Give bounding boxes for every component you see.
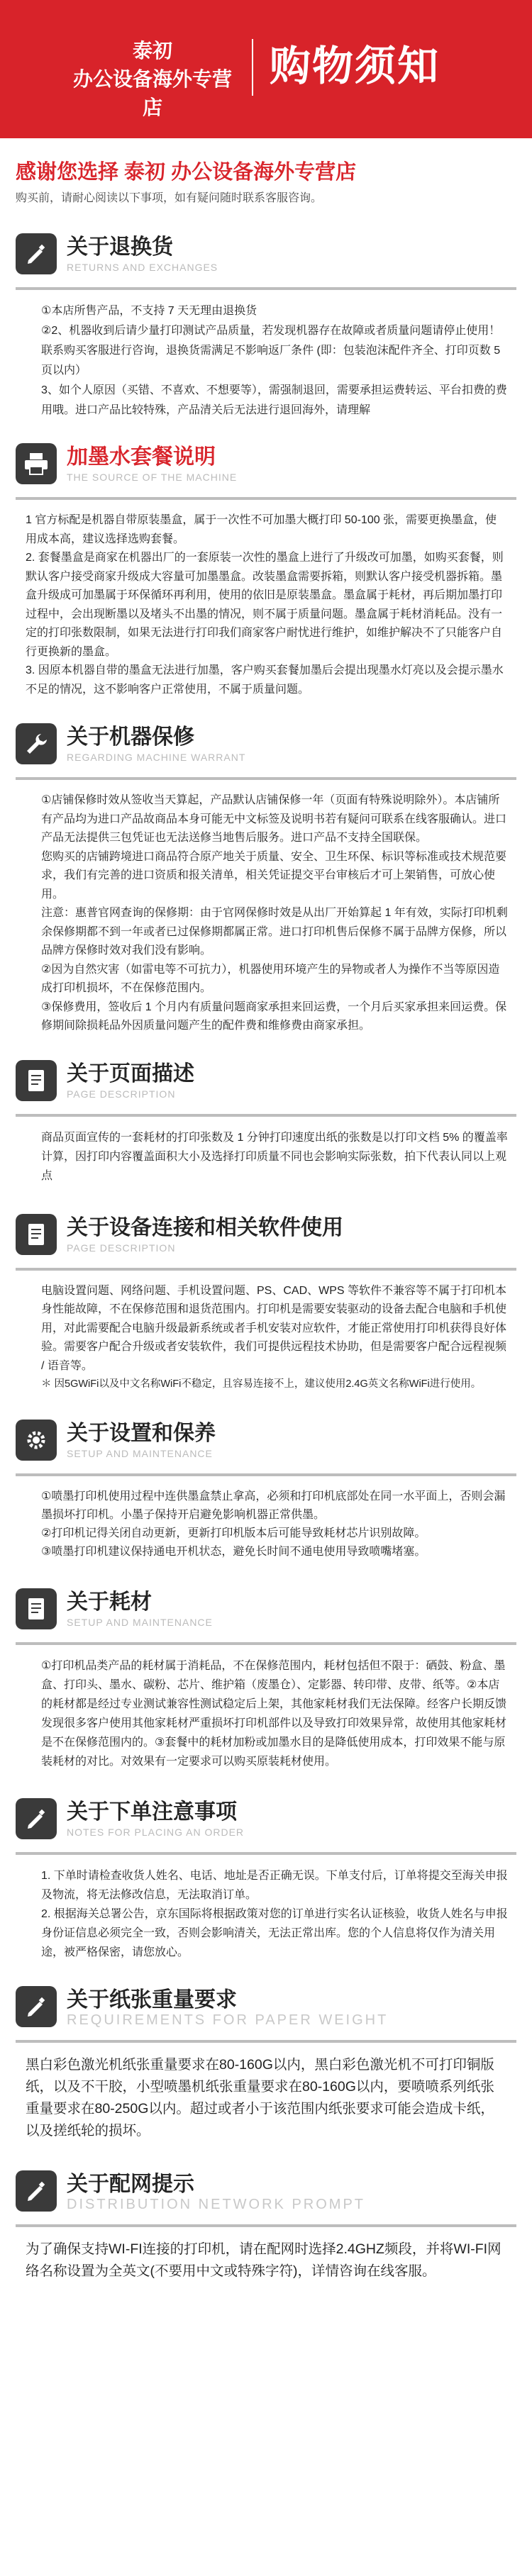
document-icon <box>16 1588 57 1629</box>
section-returns <box>0 222 532 420</box>
section-title: 关于设置和保养 <box>67 1422 216 1445</box>
paragraph: ③保修费用，签收后 1 个月内有质量问题商家承担来回运费，一个月后买家承担来回运费。保修期间除损耗品外因质量问题产生的配件费和维修费由商家承担。 <box>41 1000 507 1032</box>
thanks-title: 感谢您选择 泰初 办公设备海外专营店 <box>16 161 357 184</box>
header-banner <box>0 0 532 138</box>
printer-icon <box>16 443 57 484</box>
document-icon <box>16 1214 57 1255</box>
section-title: 关于纸张重量要求 <box>67 1988 237 2012</box>
gear-icon <box>16 1420 57 1461</box>
section-subtitle: SETUP AND MAINTENANCE <box>67 1617 213 1628</box>
section-header <box>16 1787 516 1851</box>
thanks-subtitle: 购买前，请耐心阅读以下事项，如有疑问随时联系客服咨询。 <box>16 192 323 204</box>
section-body <box>16 1645 516 1771</box>
section-header <box>16 1203 516 1266</box>
section-paper-weight <box>0 1975 532 2142</box>
section-order-notes <box>0 1787 532 1962</box>
store-name-line2: 办公设备海外专营店 <box>72 68 232 118</box>
section-title: 加墨水套餐说明 <box>67 445 216 469</box>
section-body <box>16 1476 516 1561</box>
section-body <box>16 2227 516 2282</box>
section-header <box>16 2159 516 2223</box>
section-header <box>16 432 516 496</box>
section-header <box>16 712 516 776</box>
section-body <box>16 290 516 420</box>
paragraph: 2. 根据海关总署公告，京东国际将根据政策对您的订单进行实名认证核验，收货人姓名与申报身份证信息必须完全一致，否则会影响清关，无法正常出库。您的个人信息将仅作为清关用途，被严格保密，请您放心。 <box>41 1908 508 1958</box>
paragraph: ①店铺保修时效从签收当天算起，产品默认店铺保修一年（页面有特殊说明除外）。本店铺所有产品均为进口产品故商品本身可能无中文标签及说明书若有疑问可联系在线客服确认。进口产品无法提供三包凭证也无法送修当地售后服务。进口产品不支持全国联保。 <box>41 794 507 844</box>
section-body <box>16 1271 516 1393</box>
section-subtitle: NOTES FOR PLACING AN ORDER <box>67 1827 245 1838</box>
paragraph: 注意：惠普官网查询的保修期：由于官网保修时效是从出厂开始算起 1 年有效，实际打印机剩余保修期都不到一年或者已过保修期都属正常。进口打印机售后保修不属于品牌方保修，所以品牌方保修时效对我们没有影响。 <box>41 907 508 957</box>
paragraph: 商品页面宣传的一套耗材的打印张数及 1 分钟打印速度出纸的张数是以打印文档 5% 的覆盖率计算，因打印内容覆盖面积大小及选择打印质量不同也会影响实际张数，拍下代表认同以上观点 <box>41 1131 508 1182</box>
section-header <box>16 1408 516 1472</box>
document-icon <box>16 1060 57 1101</box>
section-ink-package <box>0 432 532 699</box>
paragraph: 您购买的店铺跨境进口商品符合原产地关于质量、安全、卫生环保、标识等标准或技术规范要求，我们有完善的进口资质和报关清单，相关凭证提交平台审核后才可上架销售，可放心使用。 <box>41 850 507 901</box>
section-subtitle: THE SOURCE OF THE MACHINE <box>67 472 238 483</box>
section-network-prompt <box>0 2159 532 2282</box>
paragraph: 3、如个人原因（买错、不喜欢、不想要等），需强制退回，需要承担运费转运、平台扣费的费用哦。进口产品比较特殊，产品清关后无法进行退回海外，请理解 <box>41 384 507 416</box>
section-title: 关于耗材 <box>67 1590 152 1614</box>
section-subtitle: REGARDING MACHINE WARRANT <box>67 752 246 763</box>
section-title: 关于页面描述 <box>67 1061 194 1086</box>
section-body <box>16 1117 516 1186</box>
section-device-connection <box>0 1203 532 1393</box>
page-title: 购物须知 <box>270 43 440 89</box>
paragraph: 黑白彩色激光机纸张重量要求在80-160G以内，黑白彩色激光机不可打印铜版纸，以及不干胶，小型喷墨机纸张重量要求在80-160G以内，要喷喷系列纸张重量要求在80-250G以内。超过或者小于该范围内纸张要求可能会造成卡纸，以及搓纸轮的损坏。 <box>26 2057 494 2139</box>
section-subtitle: SETUP AND MAINTENANCE <box>67 1448 213 1459</box>
section-subtitle: PAGE DESCRIPTION <box>67 1242 176 1254</box>
paragraph: ①喷墨打印机使用过程中连供墨盒禁止拿高，必须和打印机底部处在同一水平面上，否则会漏墨损坏打印机。小墨子保持开启避免影响机器正常供墨。 <box>41 1490 506 1521</box>
section-title: 关于设备连接和相关软件使用 <box>67 1215 343 1239</box>
pen-icon <box>16 1986 57 2027</box>
paragraph: ①本店所售产品，不支持 7 天无理由退换货 <box>41 305 257 317</box>
section-subtitle: PAGE DESCRIPTION <box>67 1088 176 1100</box>
paragraph: 1 官方标配是机器自带原装墨盒，属于一次性不可加墨大概打印 50-100 张，需要更换墨盒，使用成本高，建议选择选购套餐。 <box>26 514 497 545</box>
paragraph: ②打印机记得关闭自动更新，更新打印机版本后可能导致耗材芯片识别故障。 <box>41 1527 426 1539</box>
section-title: 关于下单注意事项 <box>67 1800 237 1824</box>
paragraph: ②2、机器收到后请少量打印测试产品质量，若发现机器存在故障或者质量问题请停止使用！联系购买客服进行咨询，退换货需满足不影响返厂条件 (即：包装泡沫配件齐全、打印页数 5 页以内） <box>41 325 501 377</box>
paragraph: 为了确保支持WI-FI连接的打印机，请在配网时选择2.4GHZ频段，并将WI-FI网络名称设置为全英文(不要用中文或特殊字符)，详情咨询在线客服。 <box>26 2241 501 2279</box>
section-consumables <box>0 1577 532 1771</box>
section-header <box>16 1975 516 2039</box>
paragraph: ③喷墨打印机建议保持通电开机状态，避免长时间不通电使用导致喷嘴堵塞。 <box>41 1546 426 1558</box>
section-body <box>16 780 516 1036</box>
section-subtitle: RETURNS AND EXCHANGES <box>67 262 218 273</box>
paragraph: 2. 套餐墨盒是商家在机器出厂的一套原装一次性的墨盒上进行了升级改可加墨，如购买套餐，则默认客户接受商家升级成大容量可加墨墨盒。改装墨盒需要拆箱，则默认客户接受机器拆箱。墨盒升级成可加墨属于环保循环再利用，使用的依旧是原装墨盒。墨盒属于耗材，再后期加墨打印过程中，会出现断墨以及堵头不出墨的情况，则不属于质量问题。墨盒属于耗材消耗品。没有一定的打印张数限制，如果无法进行打印我们商家客户耐忧进行维护，如维护解决不了只能客户自行更换新的墨盒。 <box>26 552 504 658</box>
section-title: 关于配网提示 <box>67 2173 194 2196</box>
thanks-block <box>0 138 532 208</box>
paragraph: 1. 下单时请检查收货人姓名、电话、地址是否正确无误。下单支付后，订单将提交至海关申报及物流，将无法修改信息，无法取消订单。 <box>41 1870 508 1901</box>
section-body <box>16 1855 516 1962</box>
section-setup-maintenance <box>0 1408 532 1561</box>
wrench-icon <box>16 723 57 764</box>
pen-icon <box>16 233 57 274</box>
paragraph: ②因为自然灾害（如雷电等不可抗力），机器使用环境产生的异物或者人为操作不当等原因造成打印机损坏，不在保修范围内。 <box>41 963 500 994</box>
paragraph: ＊ 因5GWiFi以及中文名称WiFi不稳定，且容易连接不上，建议使用2.4G英文名称WiFi进行使用。 <box>41 1378 482 1390</box>
header-divider <box>252 39 253 96</box>
section-header <box>16 222 516 286</box>
section-subtitle: REQUIREMENTS FOR PAPER WEIGHT <box>67 2012 389 2028</box>
pen-icon <box>16 2170 57 2212</box>
section-body <box>16 500 516 699</box>
store-name <box>64 37 241 122</box>
section-header <box>16 1577 516 1641</box>
paragraph: 电脑设置问题、网络问题、手机设置问题、PS、CAD、WPS 等软件不兼容等不属于打印机本身性能故障，不在保修范围和退货范围内。打印机是需要安装驱动的设备去配合电脑和手机使用，对此需要配合电脑升级最新系统或者手机安装对应软件，才能正常使用打印机获得良好体验。需要客户配合升级或者安装软件，我们可提供远程技术协助，但是需要客户配合远程视频 / 语音等。 <box>41 1284 507 1372</box>
section-page-description <box>0 1049 532 1186</box>
section-title: 关于退换货 <box>67 235 173 259</box>
section-subtitle: DISTRIBUTION NETWORK PROMPT <box>67 2197 365 2212</box>
section-header <box>16 1049 516 1113</box>
store-name-line1: 泰初 <box>132 40 172 62</box>
section-title: 关于机器保修 <box>67 725 194 749</box>
pen-icon <box>16 1798 57 1839</box>
section-warranty <box>0 712 532 1036</box>
paragraph: 3. 因原本机器自带的墨盒无法进行加墨，客户购买套餐加墨后会提出现墨水灯亮以及会提示墨水不足的情况，这不影响客户正常使用，不属于质量问题。 <box>26 664 504 696</box>
section-body <box>16 2043 516 2142</box>
paragraph: ①打印机品类产品的耗材属于消耗品，不在保修范围内，耗材包括但不限于：硒鼓、粉盒、墨盒、打印头、墨水、碳粉、芯片、维护箱（废墨仓）、定影器、转印带、皮带、纸等。②本店的耗材都是经过专业测试兼容性测试稳定后上架，其他家耗材我们无法保障。经客户长期反馈发现很多客户使用其他家耗材严重损坏打印机部件以及导致打印效果异常，故使用其他家耗材是不在保修范围内的。③套餐中的耗材加粉或加墨水目的是降低使用成本，打印效果不能与原装耗材的对比。对效果有一定要求可以购买原装耗材使用。 <box>41 1660 507 1768</box>
